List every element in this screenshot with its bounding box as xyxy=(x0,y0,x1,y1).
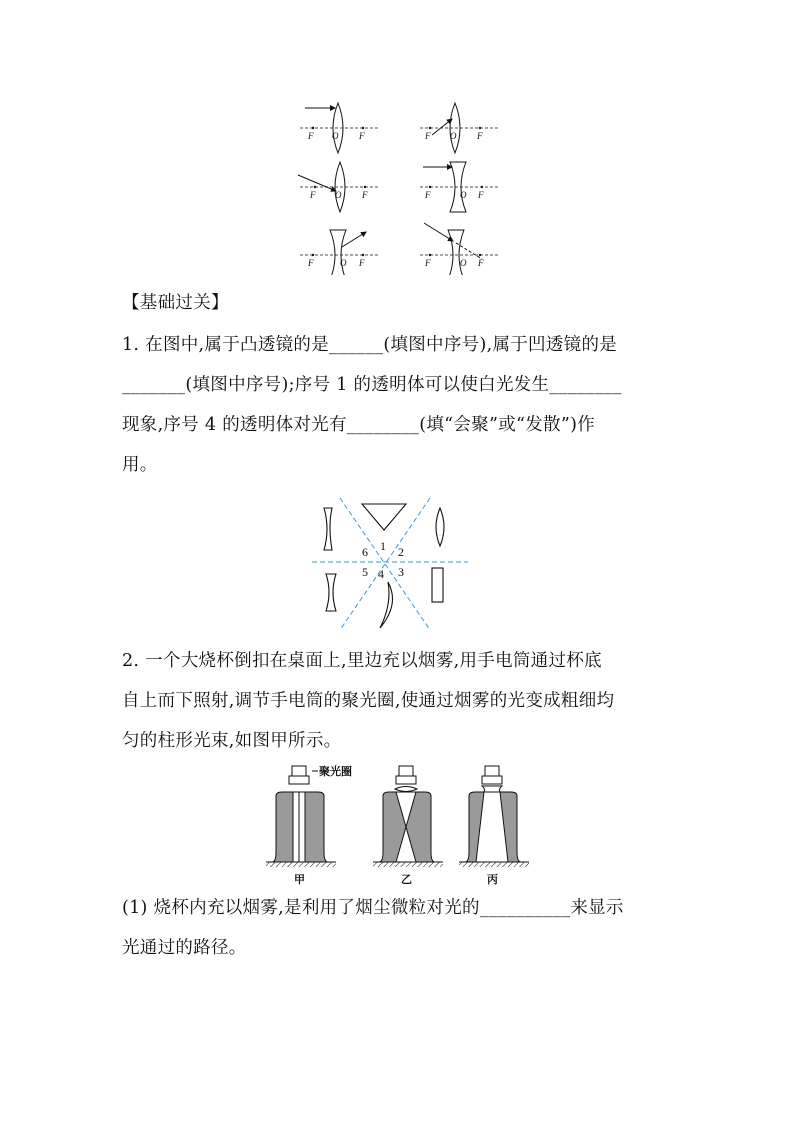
q1-line4: 用。 xyxy=(122,455,158,475)
focus-label: F xyxy=(425,258,431,268)
center-label: O xyxy=(340,258,347,268)
caption-yi: 乙 xyxy=(401,873,412,886)
focus-label: F xyxy=(308,131,314,141)
shape-number: 6 xyxy=(362,545,368,559)
shape-number: 2 xyxy=(398,545,404,559)
beaker-yi xyxy=(373,766,443,886)
q2-line2: 自上而下照射,调节手电筒的聚光圈,使通过烟雾的光变成粗细均 xyxy=(122,691,615,711)
focus-label: F xyxy=(308,258,314,268)
center-label: O xyxy=(335,190,342,200)
focus-label: F xyxy=(425,190,431,200)
optical-shapes-diagram xyxy=(310,494,470,634)
focus-label: F xyxy=(478,258,484,268)
center-label: O xyxy=(450,131,457,141)
shape-number: 4 xyxy=(378,567,384,581)
q2-line1: 2. 一个大烧杯倒扣在桌面上,里边充以烟雾,用手电筒通过杯底 xyxy=(122,651,602,671)
shape-number: 1 xyxy=(380,539,386,553)
q2-sub1-line1: (1) 烧杯内充以烟雾,是利用了烟尘微粒对光的__________来显示 xyxy=(122,898,624,918)
q2-line3: 匀的柱形光束,如图甲所示。 xyxy=(122,731,342,751)
q1-line3: 现象,序号 4 的透明体对光有________(填“会聚”或“发散”)作 xyxy=(122,415,596,435)
focus-label: F xyxy=(310,190,316,200)
focus-label: F xyxy=(359,131,365,141)
section-title: 【基础过关】 xyxy=(122,293,229,313)
beaker-flashlight-diagram xyxy=(262,762,532,890)
lens-ray-diagrams xyxy=(290,95,510,275)
q1-line2: _______(填图中序号);序号 1 的透明体可以使白光发生________ xyxy=(122,375,622,395)
focus-label: F xyxy=(362,190,368,200)
center-label: O xyxy=(460,190,467,200)
focus-label: F xyxy=(477,131,483,141)
q2-sub1-line2: 光通过的路径。 xyxy=(122,938,247,958)
caption-bing: 丙 xyxy=(487,873,498,886)
shape-number: 5 xyxy=(362,565,368,579)
beaker-bing xyxy=(459,766,529,886)
center-label: O xyxy=(460,258,467,268)
focus-label: F xyxy=(359,258,365,268)
caption-jia: 甲 xyxy=(294,873,305,886)
focus-label: F xyxy=(478,190,484,200)
focus-label: F xyxy=(425,131,431,141)
beaker-jia xyxy=(266,764,352,886)
shape-number: 3 xyxy=(398,565,404,579)
center-label: O xyxy=(332,131,339,141)
q1-line1: 1. 在图中,属于凸透镜的是______(填图中序号),属于凹透镜的是 xyxy=(122,335,618,355)
aperture-label: 聚光圈 xyxy=(319,765,352,778)
